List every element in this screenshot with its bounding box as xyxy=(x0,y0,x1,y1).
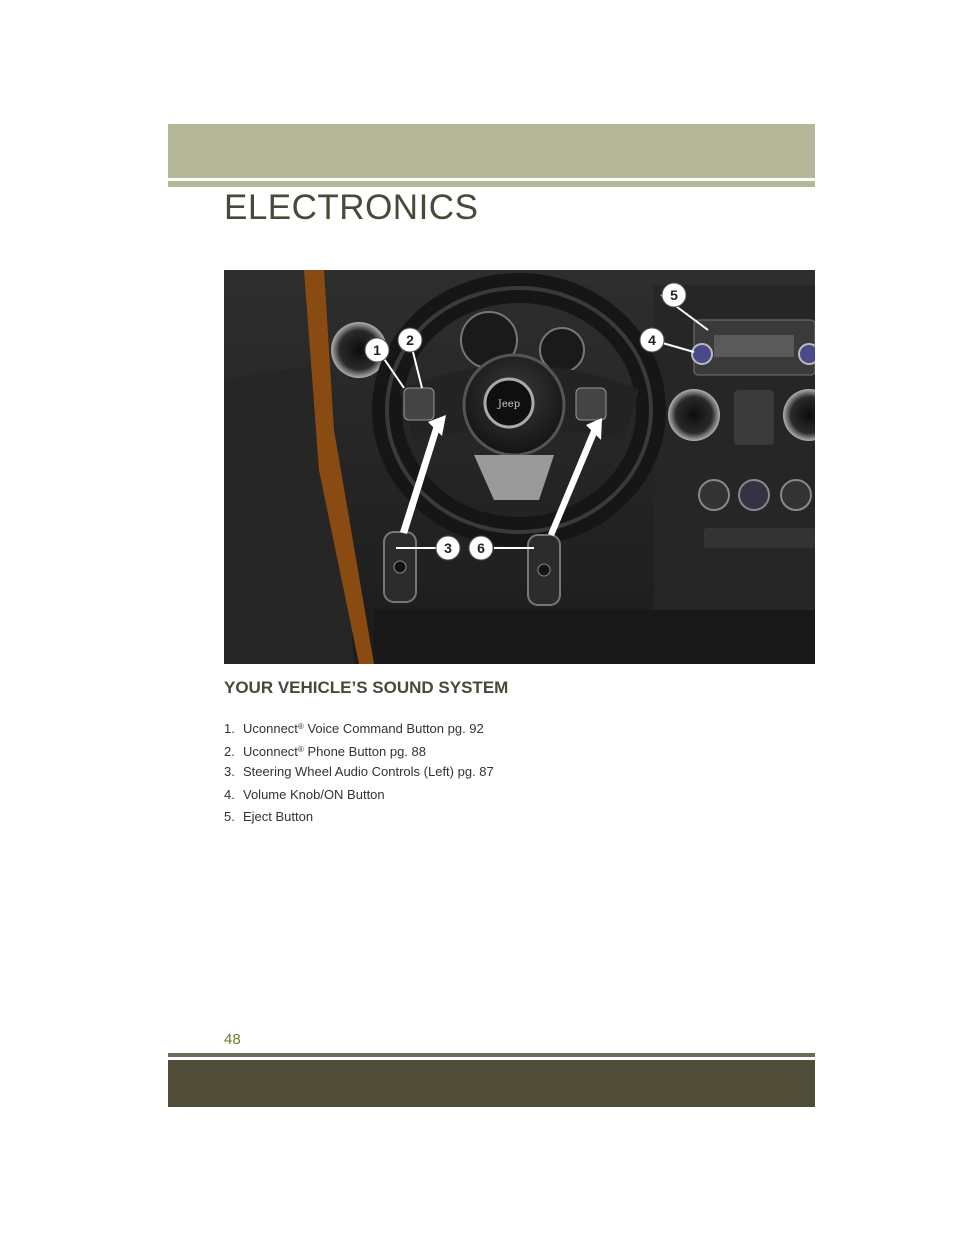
dashboard-illustration xyxy=(224,270,815,664)
list-item-text: Eject Button xyxy=(243,809,314,825)
list-item-number: 2. xyxy=(224,743,235,759)
registered-mark: ® xyxy=(297,744,304,754)
section-title: ELECTRONICS xyxy=(224,188,479,227)
sound-system-heading: YOUR VEHICLE’S SOUND SYSTEM xyxy=(224,678,509,697)
page-number: 48 xyxy=(224,1031,241,1048)
header-band xyxy=(168,124,815,178)
list-item-text: Volume Knob/ON Button xyxy=(243,786,385,802)
list-item-number: 3. xyxy=(224,764,235,780)
list-item-number: 1. xyxy=(224,721,235,736)
list-item-number: 5. xyxy=(224,809,235,825)
footer-rule xyxy=(168,1053,815,1057)
callout-3 xyxy=(436,536,460,560)
list-item xyxy=(224,761,494,784)
list-item-text: Steering Wheel Audio Controls (Left) pg. 87 xyxy=(243,764,494,780)
callout-5 xyxy=(662,283,686,307)
dashboard-photo xyxy=(224,270,815,664)
callout-6 xyxy=(469,536,493,560)
wheel-badge-text: Jeep xyxy=(497,399,521,410)
callout-5-label: 5 xyxy=(670,287,678,303)
list-item-brand: Uconnect xyxy=(243,721,298,736)
list-item-number: 4. xyxy=(224,786,235,802)
list-item-text: Voice Command Button pg. 92 xyxy=(303,721,484,736)
registered-mark: ® xyxy=(297,722,304,731)
list-item-text: Phone Button pg. 88 xyxy=(303,743,426,759)
footer-band xyxy=(168,1060,815,1107)
list-item xyxy=(224,716,494,739)
callout-6-label: 6 xyxy=(477,540,485,556)
callout-2-label: 2 xyxy=(406,332,414,348)
callout-1 xyxy=(365,338,389,362)
sound-system-list xyxy=(224,716,494,829)
list-item xyxy=(224,784,494,807)
header-rule xyxy=(168,181,815,187)
callout-4-label: 4 xyxy=(648,332,656,348)
callout-1-label: 1 xyxy=(373,342,381,358)
list-item-brand: Uconnect xyxy=(243,743,298,759)
callout-4 xyxy=(640,328,664,352)
callout-2 xyxy=(398,328,422,352)
list-item xyxy=(224,739,494,762)
callout-3-label: 3 xyxy=(444,540,452,556)
list-item xyxy=(224,806,494,829)
